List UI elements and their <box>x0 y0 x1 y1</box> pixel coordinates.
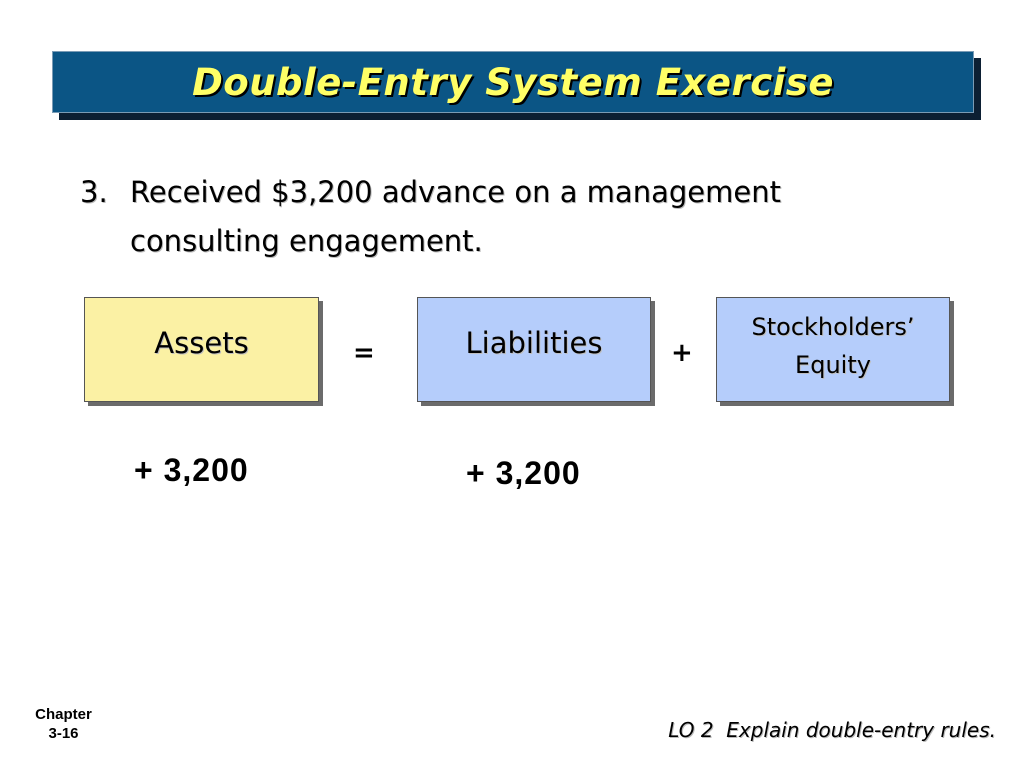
chapter-word: Chapter <box>35 706 92 723</box>
equity-label <box>752 308 915 401</box>
chapter-page: 3-16 <box>48 725 79 742</box>
assets-label: Assets <box>154 326 249 360</box>
plus-sign: + <box>671 338 693 368</box>
slide-title: Double-Entry System Exercise <box>192 60 834 104</box>
chapter-label <box>26 705 101 743</box>
learning-objective: LO 2 Explain double-entry rules. <box>668 718 996 742</box>
equity-label-line2: Equity <box>795 351 871 379</box>
exercise-item <box>80 168 840 266</box>
liabilities-box <box>417 297 651 402</box>
equity-box <box>716 297 950 402</box>
liabilities-amount: + 3,200 <box>466 455 581 491</box>
item-number: 3. <box>80 175 108 209</box>
liabilities-label: Liabilities <box>465 326 603 360</box>
item-text: Received $3,200 advance on a management consulting engagement. <box>130 175 781 258</box>
title-banner <box>52 51 974 113</box>
equals-sign: = <box>353 338 375 368</box>
assets-box <box>84 297 319 402</box>
equity-label-line1: Stockholders’ <box>751 313 915 341</box>
assets-amount: + 3,200 <box>134 452 249 488</box>
